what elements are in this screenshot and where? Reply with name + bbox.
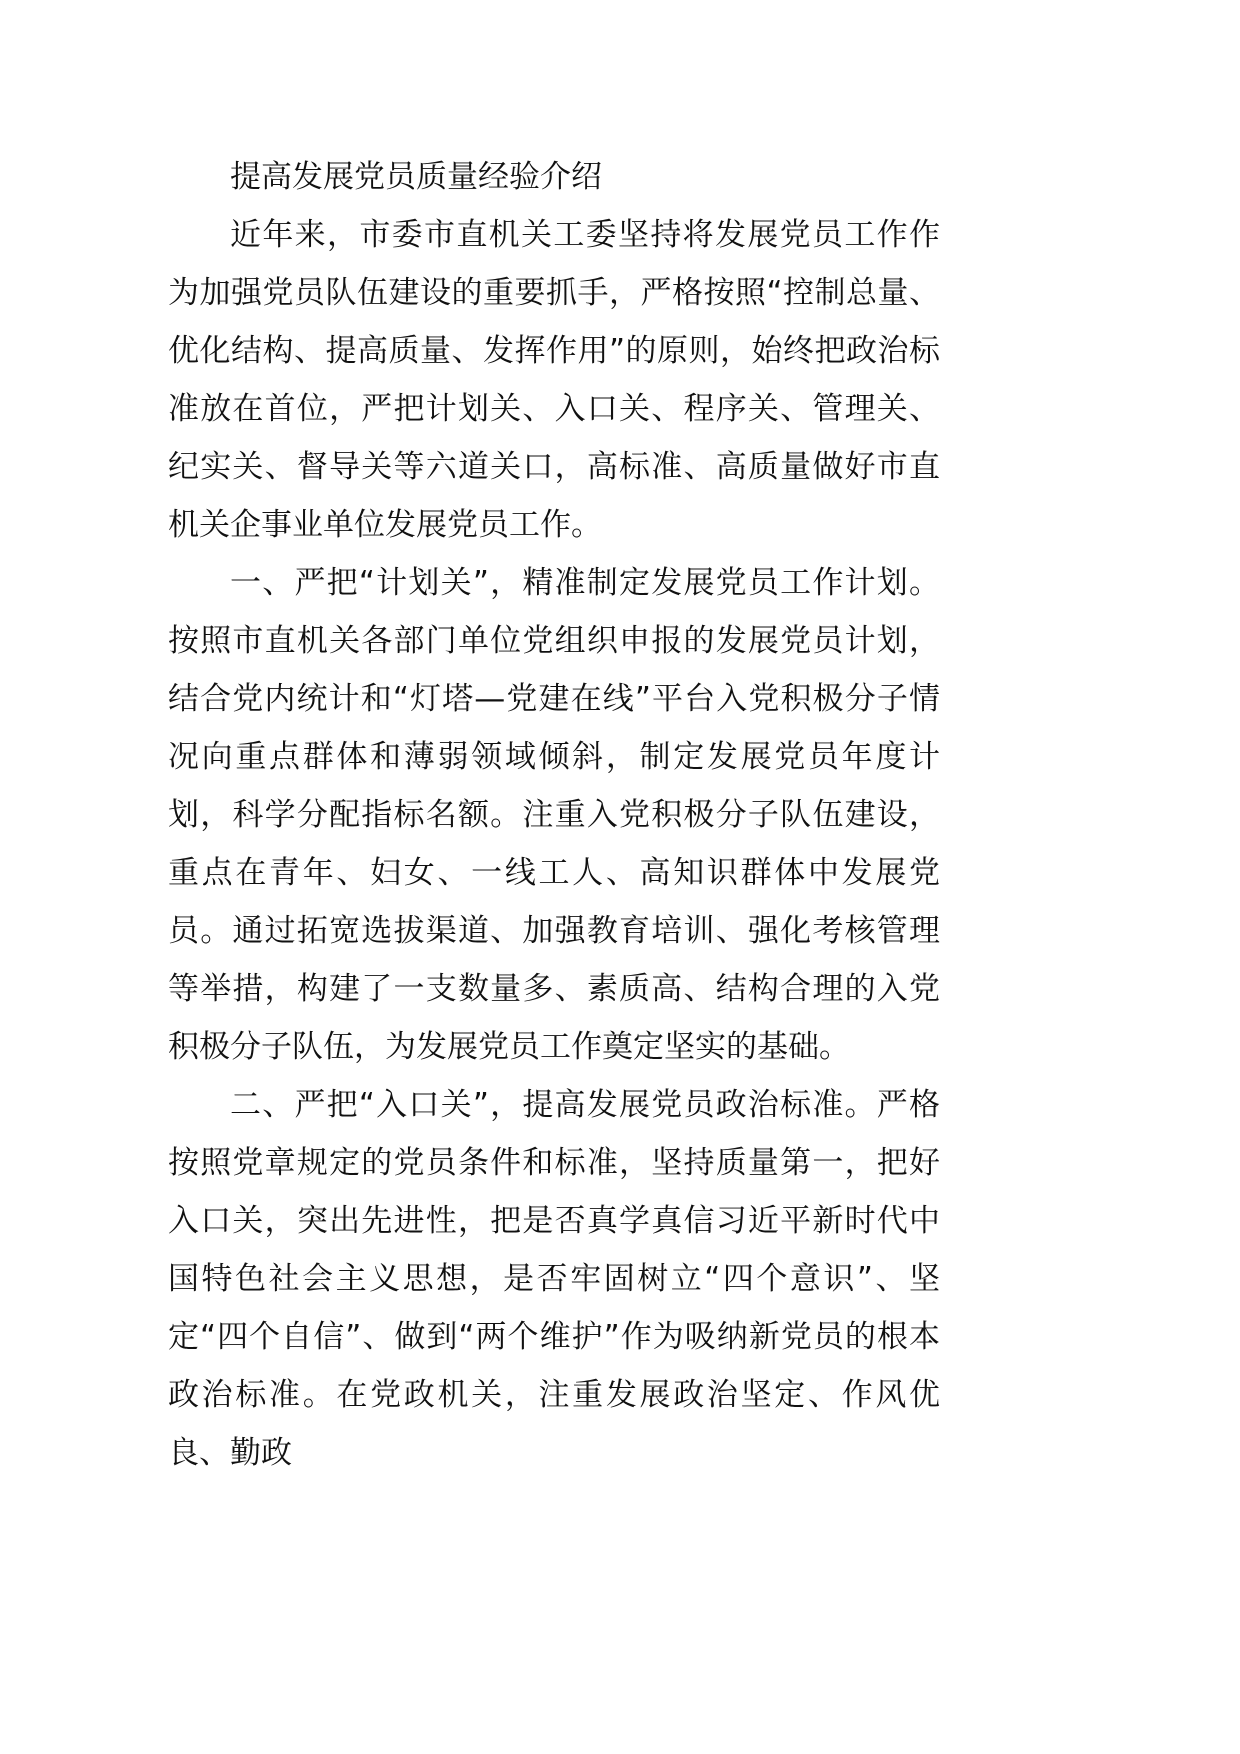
paragraph-intro: 近年来，市委市直机关工委坚持将发展党员工作作为加强党员队伍建设的重要抓手，严格按照“控制总量、优化结构、提高质量、发挥作用”的原则，始终把政治标准放在首位，严把计划关、入口关、程序关、管理关、纪实关、督导关等六道关口，高标准、高质量做好市直机关企事业单位发展党员工作。 bbox=[168, 217, 940, 543]
document-title: 提高发展党员质量经验介绍 bbox=[230, 159, 602, 195]
document-body bbox=[168, 148, 940, 1482]
paragraph-section-1: 一、严把“计划关”，精准制定发展党员工作计划。按照市直机关各部门单位党组织申报的发展党员计划，结合党内统计和“灯塔—党建在线”平台入党积极分子情况向重点群体和薄弱领域倾斜，制定发展党员年度计划，科学分配指标名额。注重入党积极分子队伍建设，重点在青年、妇女、一线工人、高知识群体中发展党员。通过拓宽选拔渠道、加强教育培训、强化考核管理等举措，构建了一支数量多、素质高、结构合理的入党积极分子队伍，为发展党员工作奠定坚实的基础。 bbox=[168, 565, 940, 1065]
paragraph-section-2: 二、严把“入口关”，提高发展党员政治标准。严格按照党章规定的党员条件和标准，坚持质量第一，把好入口关，突出先进性，把是否真学真信习近平新时代中国特色社会主义思想，是否牢固树立“四个意识”、坚定“四个自信”、做到“两个维护”作为吸纳新党员的根本政治标准。在党政机关，注重发展政治坚定、作风优良、勤政 bbox=[168, 1087, 940, 1471]
